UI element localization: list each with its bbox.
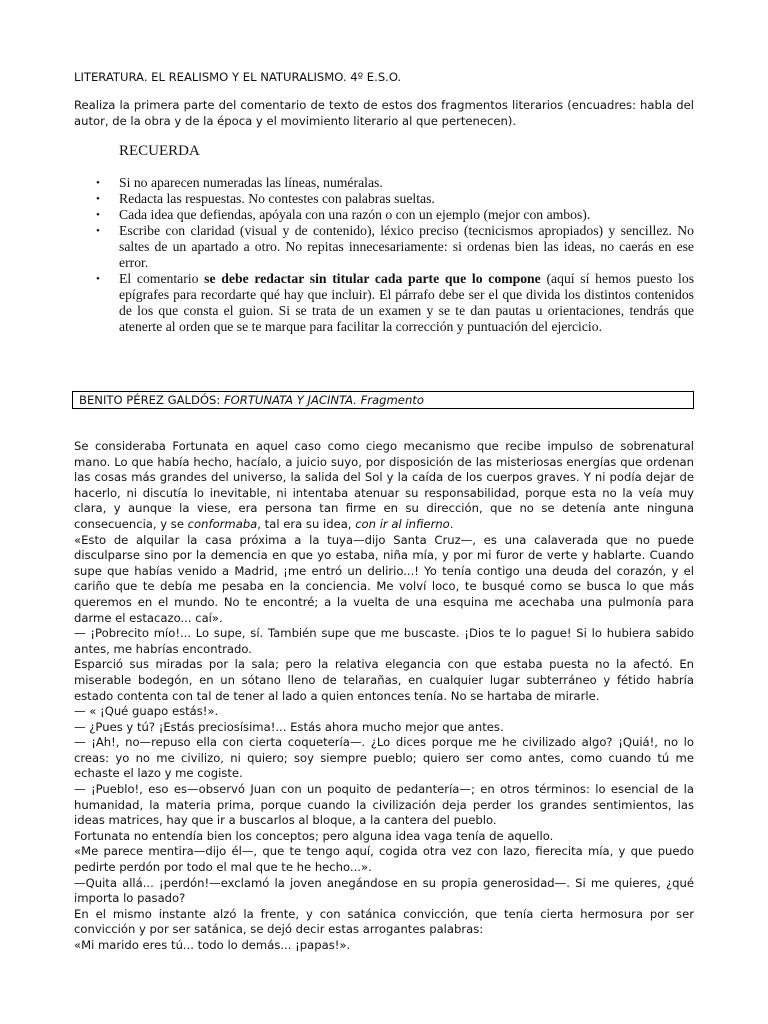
- list-item-text-end: (aquí sí hemos puesto los epígrafes para recordarte qué hay que incluir). El párrafo debe ser el que divida los distintos contenidos de los que consta el guion. Si se trata de un examen y se te dan pautas u orientaciones, tendrás que atenerte al orden que se te marque para facilitar la corrección y puntuación del ejercicio.: [119, 271, 695, 334]
- text-paragraph: — ¡Pobrecito mío!... Lo supe, sí. También supe que me buscaste. ¡Dios te lo pague! Si lo hubiera sabido antes, me habrías encontrado.: [74, 626, 694, 656]
- text-paragraph: «Me parece mentira—dijo él—, que te tengo aquí, cogida otra vez con lazo, fierecita mía, y que puedo pedirte perdón por todo el mal que te he hecho...».: [74, 844, 694, 875]
- text-paragraph: — ¡Ah!, no—repuso ella con cierta coquetería—. ¿Lo dices porque me he civilizado algo? ¡Quiá!, no lo creas: yo no me civilizo, ni quiero; soy siempre pueblo; quiero ser como antes, como cuando tú me echaste el lazo y me cogiste.: [74, 735, 694, 781]
- list-item-bold-text: se debe redactar sin titular cada parte que lo compone: [204, 271, 541, 286]
- text-run: , tal era su idea,: [257, 516, 356, 531]
- list-item-text: Escribe con claridad (visual y de contenido), léxico preciso (tecnicismos apropiados) y sencillez. No saltes de un apartado a otro. No repitas innecesariamente: si ordenas bien las ideas, no caerás en ese error.: [119, 223, 694, 270]
- list-item-text: Si no aparecen numeradas las líneas, numéralas.: [119, 175, 383, 190]
- list-item: [96, 271, 694, 335]
- text-run: .: [449, 516, 454, 531]
- text-paragraph: Esparció sus miradas por la sala; pero la relativa elegancia con que estaba puesta no la afectó. En miserable bodegón, en un sótano lleno de telarañas, en cualquier lugar subterráneo y fétido habría estado contenta con tal de tener al lado a quien entonces tenía. No se hartaba de mirarle.: [74, 657, 694, 703]
- list-item-text: Redacta las respuestas. No contestes con palabras sueltas.: [119, 191, 435, 206]
- italic-text: con ir al infierno: [355, 516, 450, 531]
- text-paragraph: En el mismo instante alzó la frente, y con satánica convicción, que tenía cierta hermosura por ser convicción y por ser satánica, se dejó decir estas arrogantes palabras:: [74, 906, 694, 937]
- fragment-author: BENITO PÉREZ GALDÓS:: [79, 393, 224, 407]
- text-paragraph: — ¡Pueblo!, eso es—observó Juan con un poquito de pedantería—; en otros términos: lo esencial de la humanidad, la materia prima, porque cuando la civilización deja perder los grandes sentimientos, las ideas matrices, hay que ir a buscarlos al bloque, a la cantera del pueblo.: [74, 782, 694, 828]
- text-paragraph: [74, 439, 694, 533]
- bullet-icon: •: [96, 273, 100, 285]
- literary-fragment: [74, 439, 694, 954]
- bullet-icon: •: [96, 193, 100, 205]
- fragment-work-title: FORTUNATA Y JACINTA. Fragmento: [223, 393, 424, 407]
- page-title: LITERATURA. EL REALISMO Y EL NATURALISMO. 4º E.S.O.: [74, 70, 402, 84]
- list-item: [96, 207, 694, 223]
- fragment-title-box: [72, 391, 694, 409]
- bullet-icon: •: [96, 209, 100, 221]
- text-paragraph: «Mi marido eres tú... todo lo demás... ¡papas!».: [74, 938, 351, 952]
- text-paragraph: — ¿Pues y tú? ¡Estás preciosísima!... Estás ahora mucho mejor que antes.: [74, 719, 504, 734]
- text-paragraph: —Quita allá... ¡perdón!—exclamó la joven anegándose en su propia generosidad—. Si me quieres, ¿qué importa lo pasado?: [74, 875, 694, 906]
- italic-text: conformaba: [187, 516, 258, 531]
- recuerda-list: [96, 175, 694, 335]
- list-item-text-start: El comentario: [119, 271, 205, 286]
- text-paragraph: — « ¡Qué guapo estás!».: [74, 704, 219, 719]
- text-paragraph: Fortunata no entendía bien los conceptos; pero alguna idea vaga tenía de aquello.: [74, 828, 554, 843]
- text-run: Se consideraba Fortunata en aquel caso como ciego mecanismo que recibe impulso de sobrenatural mano. Lo que había hecho, hacíalo, a juicio suyo, por disposición de las misteriosas energías que ordenan las cosas más grandes del universo, la salida del Sol y la caída de los cuerpos graves. Y ni podía dejar de hacerlo, ni discutía lo inevitable, ni intentaba atenuar su responsabilidad, porque esta no la veía muy clara, y aunque la viese, era persona tan firme en su dirección, que no se detenía ante ninguna consecuencia, y se: [74, 439, 694, 531]
- bullet-icon: •: [96, 177, 100, 189]
- list-item: [96, 223, 694, 271]
- recuerda-heading: RECUERDA: [119, 143, 200, 159]
- bullet-icon: •: [96, 225, 100, 237]
- list-item-text: Cada idea que defiendas, apóyala con una razón o con un ejemplo (mejor con ambos).: [119, 207, 591, 222]
- list-item: [96, 191, 694, 207]
- text-paragraph: «Esto de alquilar la casa próxima a la tuya—dijo Santa Cruz—, es una calaverada que no puede disculparse sino por la demencia en que yo estaba, niña mía, y por mi furor de verte y hablarte. Cuando supe que habías venido a Madrid, ¡me entró un delirio...! Yo tenía contigo una deuda del corazón, y el cariño que te debía me pesaba en la conciencia. Me volví loco, te busqué como se busca lo que más queremos en el mundo. No te encontré; a la vuelta de una esquina me acechaba una pulmonía para darme el estacazo... caí».: [74, 532, 694, 625]
- instructions-paragraph: Realiza la primera parte del comentario de texto de estos dos fragmentos literarios (encuadres: habla del autor, de la obra y de la época y el movimiento literario al que pertenecen).: [74, 98, 694, 128]
- list-item: [96, 175, 694, 191]
